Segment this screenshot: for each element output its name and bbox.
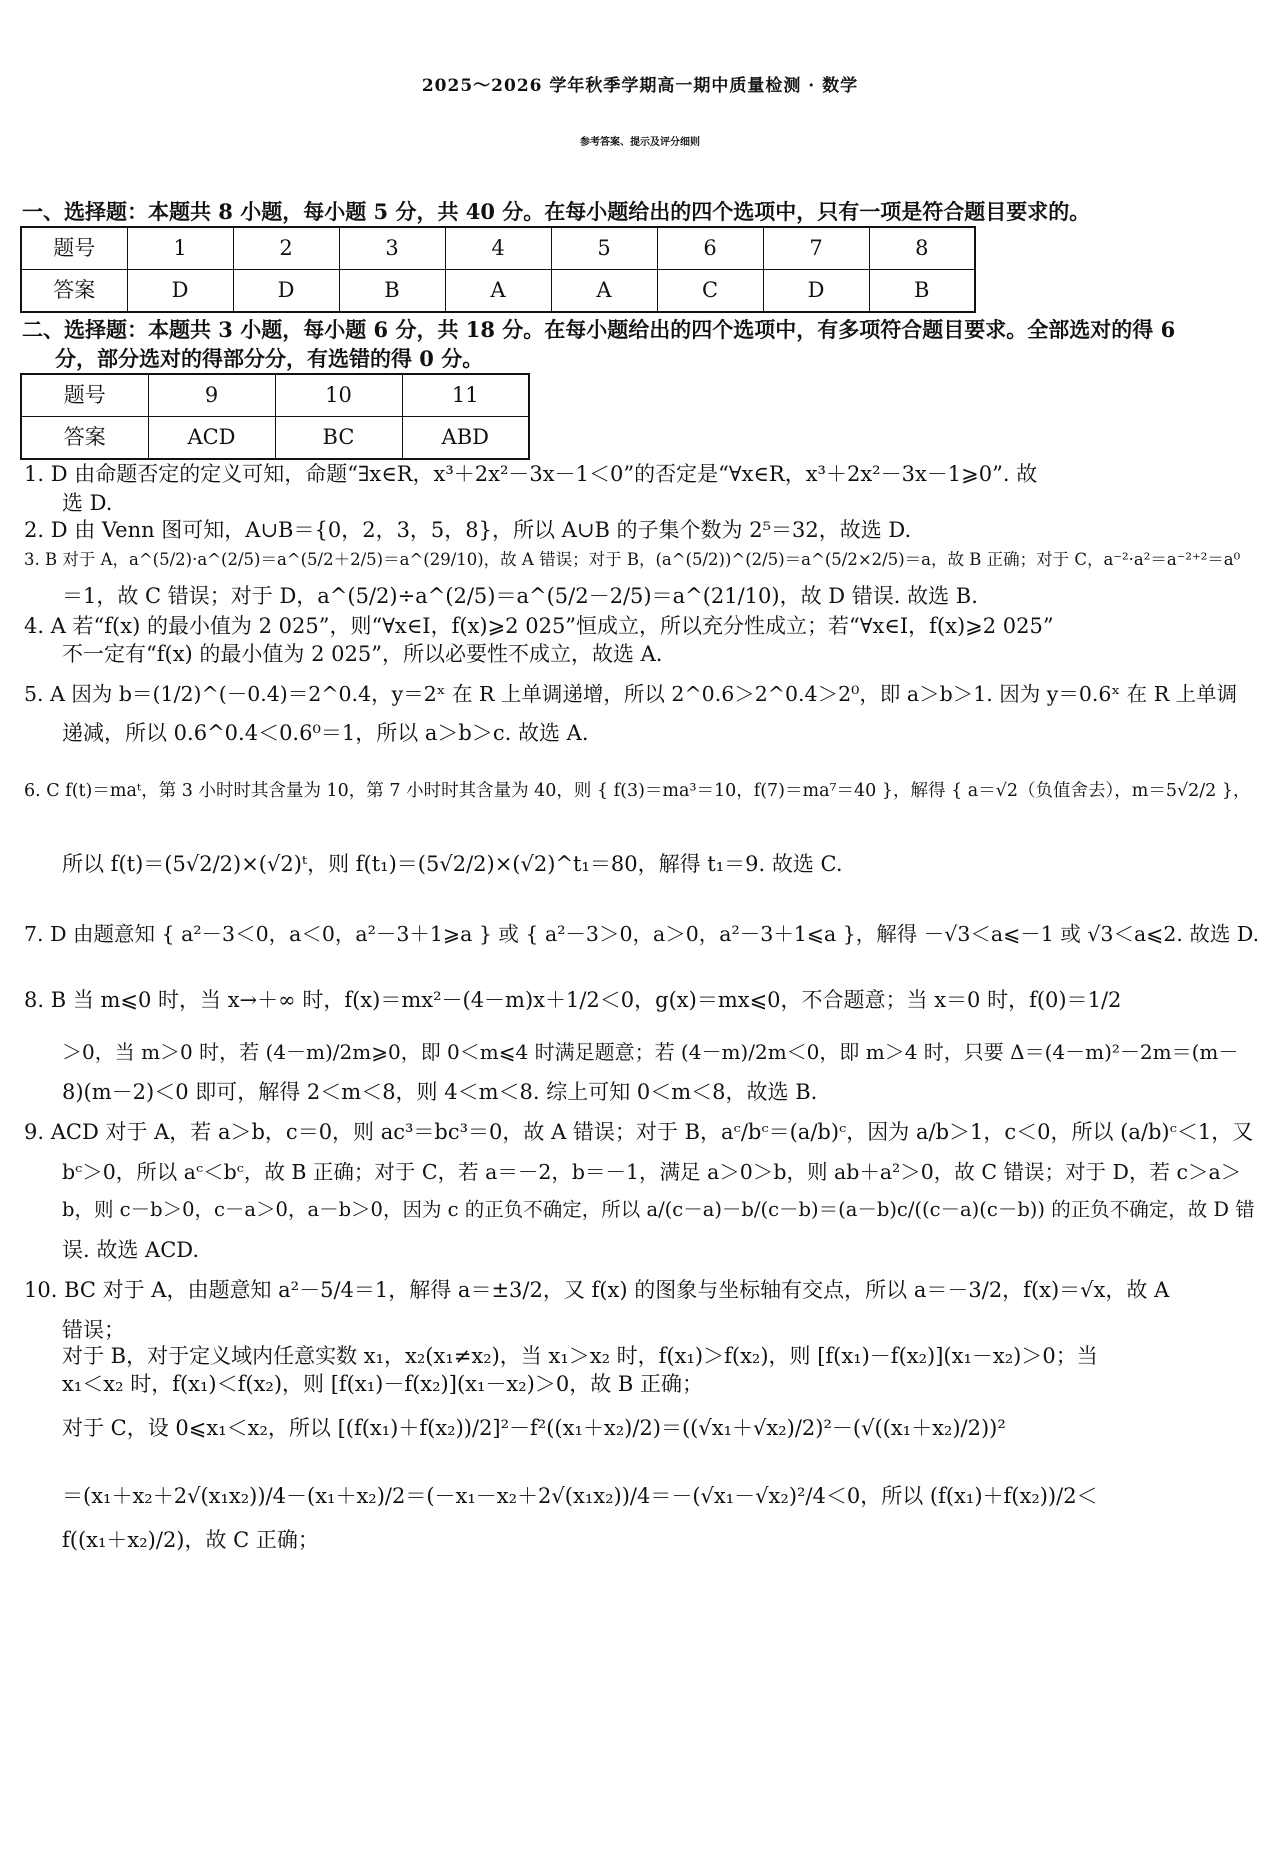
solution-line: 6. C f(t)＝maᵗ，第 3 小时时其含量为 10，第 7 小时时其含量为 40，则 { f(3)＝ma³＝10，f(7)＝ma⁷＝40 }，解得 { a＝√2（负值舍去），m＝5√2/2 }， [24,781,1251,801]
solution-line: f((x₁＋x₂)/2)，故 C 正确； [62,1528,319,1552]
answer-cell: B [869,269,975,312]
solution-line: 递减，所以 0.6^0.4＜0.6⁰＝1，所以 a＞b＞c. 故选 A. [62,721,589,745]
answer-cell: C [657,269,763,312]
question-number: 10 [275,374,402,416]
answer-cell: A [445,269,551,312]
solution-line: 选 D. [62,491,113,515]
solution-line: 7. D 由题意知 { a²－3＜0，a＜0，a²－3＋1⩾a } 或 { a²－3＞0，a＞0，a²－3＋1⩽a }，解得 －√3＜a⩽－1 或 √3＜a⩽2. 故选 D. [24,922,1260,946]
solution-line: x₁＜x₂ 时，f(x₁)＜f(x₂)，则 [f(x₁)－f(x₂)](x₁－x₂)＞0，故 B 正确； [62,1372,703,1396]
solution-line: ＝(x₁＋x₂＋2√(x₁x₂))/4－(x₁＋x₂)/2＝(－x₁－x₂＋2√(x₁x₂))/4＝－(√x₁－√x₂)²/4＜0，所以 (f(x₁)＋f(x₂))/2＜ [62,1484,1098,1508]
solution-line: bᶜ＞0，所以 aᶜ＜bᶜ，故 B 正确；对于 C，若 a＝－2，b＝－1，满足 a＞0＞b，则 ab＋a²＞0，故 C 错误；对于 D，若 c＞a＞ [62,1160,1242,1184]
solution-line: 9. ACD 对于 A，若 a＞b，c＝0，则 ac³＝bc³＝0，故 A 错误；对于 B，aᶜ/bᶜ＝(a/b)ᶜ，因为 a/b＞1，c＜0，所以 (a/b)ᶜ＜1，又 [24,1120,1254,1144]
table-row [21,374,529,416]
section2-heading-line2: 分，部分选对的得部分分，有选错的得 0 分。 [55,346,484,371]
answer-cell: ABD [402,416,529,459]
solution-line: 4. A 若“f(x) 的最小值为 2 025”，则“∀x∈I，f(x)⩾2 025”恒成立，所以充分性成立；若“∀x∈I，f(x)⩾2 025” [24,614,1054,638]
solution-line: 2. D 由 Venn 图可知，A∪B＝{0，2，3，5，8}，所以 A∪B 的子集个数为 2⁵＝32，故选 D. [24,518,912,542]
question-number: 1 [127,227,233,269]
solution-line: b，则 c－b＞0，c－a＞0，a－b＞0，因为 c 的正负不确定，所以 a/(c－a)－b/(c－b)＝(a－b)c/((c－a)(c－b)) 的正负不确定，故 D 错 [62,1198,1255,1221]
solution-line: 5. A 因为 b＝(1/2)^(－0.4)＝2^0.4，y＝2ˣ 在 R 上单调递增，所以 2^0.6＞2^0.4＞2⁰，即 a＞b＞1. 因为 y＝0.6ˣ 在 R 上单调 [24,682,1238,706]
answer-cell: ACD [148,416,275,459]
answer-cell: D [127,269,233,312]
section2-heading-line1: 二、选择题：本题共 3 小题，每小题 6 分，共 18 分。在每小题给出的四个选项中，有多项符合题目要求。全部选对的得 6 [22,317,1176,342]
row-label: 题号 [21,227,127,269]
solution-line: 对于 C，设 0⩽x₁＜x₂，所以 [(f(x₁)＋f(x₂))/2]²－f²((x₁＋x₂)/2)＝((√x₁＋√x₂)/2)²－(√((x₁＋x₂)/2))² [62,1416,1006,1440]
question-number: 9 [148,374,275,416]
solution-line: ＝1，故 C 错误；对于 D，a^(5/2)÷a^(2/5)＝a^(5/2－2/5)＝a^(21/10)，故 D 错误. 故选 B. [62,584,978,608]
question-number: 5 [551,227,657,269]
solution-line: ＞0，当 m＞0 时，若 (4－m)/2m⩾0，即 0＜m⩽4 时满足题意；若 (4－m)/2m＜0，即 m＞4 时，只要 Δ＝(4－m)²－2m＝(m－ [62,1040,1239,1064]
question-number: 4 [445,227,551,269]
answer-cell: B [339,269,445,312]
row-label: 答案 [21,269,127,312]
solution-line: 8)(m－2)＜0 即可，解得 2＜m＜8，则 4＜m＜8. 综上可知 0＜m＜8，故选 B. [62,1080,818,1104]
row-label: 题号 [21,374,148,416]
table-row [21,269,975,312]
question-number: 8 [869,227,975,269]
question-number: 6 [657,227,763,269]
question-number: 2 [233,227,339,269]
solution-line: 8. B 当 m⩽0 时，当 x→＋∞ 时，f(x)＝mx²－(4－m)x＋1/2＜0，g(x)＝mx⩽0，不合题意；当 x＝0 时，f(0)＝1/2 [24,988,1122,1012]
section1-heading: 一、选择题：本题共 8 小题，每小题 5 分，共 40 分。在每小题给出的四个选项中，只有一项是符合题目要求的。 [22,199,1091,224]
answer-cell: D [763,269,869,312]
answer-table-2 [20,373,530,460]
page-subtitle: 参考答案、提示及评分细则 [580,137,700,148]
solution-line: 错误； [62,1318,125,1342]
table-row [21,227,975,269]
question-number: 3 [339,227,445,269]
question-number: 11 [402,374,529,416]
solution-line: 误. 故选 ACD. [62,1238,200,1262]
answer-cell: BC [275,416,402,459]
question-number: 7 [763,227,869,269]
solution-line: 所以 f(t)＝(5√2/2)×(√2)ᵗ，则 f(t₁)＝(5√2/2)×(√2)^t₁＝80，解得 t₁＝9. 故选 C. [62,852,843,876]
solution-line: 1. D 由命题否定的定义可知，命题“∃x∈R，x³＋2x²－3x－1＜0”的否定是“∀x∈R，x³＋2x²－3x－1⩾0”. 故 [24,462,1038,486]
answer-cell: D [233,269,339,312]
answer-cell: A [551,269,657,312]
solution-line: 10. BC 对于 A，由题意知 a²－5/4＝1，解得 a＝±3/2，又 f(x) 的图象与坐标轴有交点，所以 a＝－3/2，f(x)＝√x，故 A [24,1278,1170,1302]
row-label: 答案 [21,416,148,459]
answer-table-1 [20,226,976,313]
solution-line: 3. B 对于 A，a^(5/2)·a^(2/5)＝a^(5/2＋2/5)＝a^(29/10)，故 A 错误；对于 B，(a^(5/2))^(2/5)＝a^(5/2×2/5)＝a，故 B 正确；对于 C，a⁻²·a²＝a⁻²⁺²＝a⁰ [24,550,1241,569]
table-row [21,416,529,459]
page-title: 2025～2026 学年秋季学期高一期中质量检测 · 数学 [421,76,859,96]
solution-line: 对于 B，对于定义域内任意实数 x₁，x₂(x₁≠x₂)，当 x₁＞x₂ 时，f(x₁)＞f(x₂)，则 [f(x₁)－f(x₂)](x₁－x₂)＞0；当 [62,1344,1098,1368]
solution-line: 不一定有“f(x) 的最小值为 2 025”，所以必要性不成立，故选 A. [62,642,663,666]
